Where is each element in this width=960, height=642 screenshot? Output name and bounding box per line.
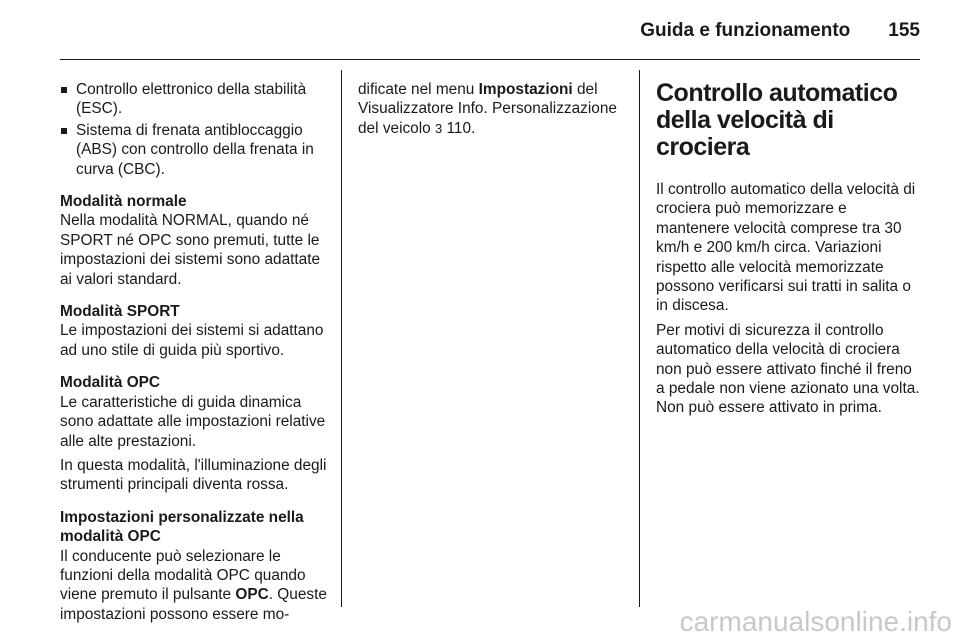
opc-button-name: OPC: [235, 586, 269, 604]
opc-mode-section: [60, 373, 330, 494]
cruise-control-para-2: Per motivi di sicurezza il controllo automatico della velocità di crociera non può essere attivato finché il freno a pedale non viene azionato una volta. Non può essere attivato in prima.: [656, 321, 920, 417]
sport-mode-heading: Modalità SPORT: [60, 303, 180, 321]
cruise-control-para-1: Il controllo automatico della velocità di crociera può memorizzare e mantenere velocità comprese tra 30 km/h e 200 km/h circa. Variazioni rispetto alle velocità memorizzate possono verificarsi sui tratti in salita o in discesa.: [656, 181, 916, 315]
page-title: Guida e funzionamento: [640, 20, 851, 41]
page-number: 155: [888, 20, 920, 41]
sport-mode-text: Le impostazioni dei sistemi si adattano ad uno stile di guida più sportivo.: [60, 322, 324, 359]
column-divider-2: [639, 70, 640, 607]
sport-mode-section: [60, 302, 330, 360]
settings-menu-text: dificate nel menu Impostazioni del Visualizzatore Info. Personalizzazione del veicolo 3 110.: [358, 81, 617, 137]
bullet-square-icon: [61, 87, 67, 93]
header-rule: [60, 59, 920, 60]
normal-mode-heading: Modalità normale: [60, 193, 187, 211]
column-3: [656, 80, 922, 423]
normal-mode-text: Nella modalità NORMAL, quando né SPORT né OPC sono premuti, tutte le impostazioni dei sistemi sono adattate ai valori standard.: [60, 212, 321, 288]
page-header: [60, 20, 920, 48]
custom-settings-text: Il conducente può selezionare le funzioni della modalità OPC quando viene premuto il pulsante OPC. Queste impostazioni possono essere mo-: [60, 547, 327, 623]
custom-settings-section: [60, 508, 330, 624]
column-2: [358, 80, 624, 143]
cruise-control-heading: Controllo automatico della velocità di crociera: [656, 79, 898, 161]
bullet-square-icon: [61, 128, 67, 134]
list-item: Sistema di frenata antibloccaggio (ABS) con controllo della frenata in curva (CBC).: [60, 121, 330, 179]
page-reference-arrow-icon: 3: [435, 120, 443, 136]
opc-mode-heading: Modalità OPC: [60, 374, 161, 392]
opc-mode-text-1: Le caratteristiche di guida dinamica sono adattate alle impostazioni relative alle alte prestazioni.: [60, 393, 326, 450]
normal-mode-section: [60, 192, 330, 289]
list-item: Controllo elettronico della stabilità (ESC).: [60, 80, 330, 119]
feature-bullet-list: [60, 80, 330, 179]
custom-settings-heading: Impostazioni personalizzate nella modalità OPC: [60, 508, 304, 546]
column-1: [60, 80, 330, 629]
page-reference-link[interactable]: 110.: [442, 119, 476, 137]
opc-mode-text-2: In questa modalità, l'illuminazione degli strumenti principali diventa rossa.: [60, 456, 327, 494]
settings-menu-name: Impostazioni: [478, 81, 573, 98]
watermark: carmanualsonline.info: [679, 606, 952, 637]
column-divider-1: [341, 70, 342, 607]
